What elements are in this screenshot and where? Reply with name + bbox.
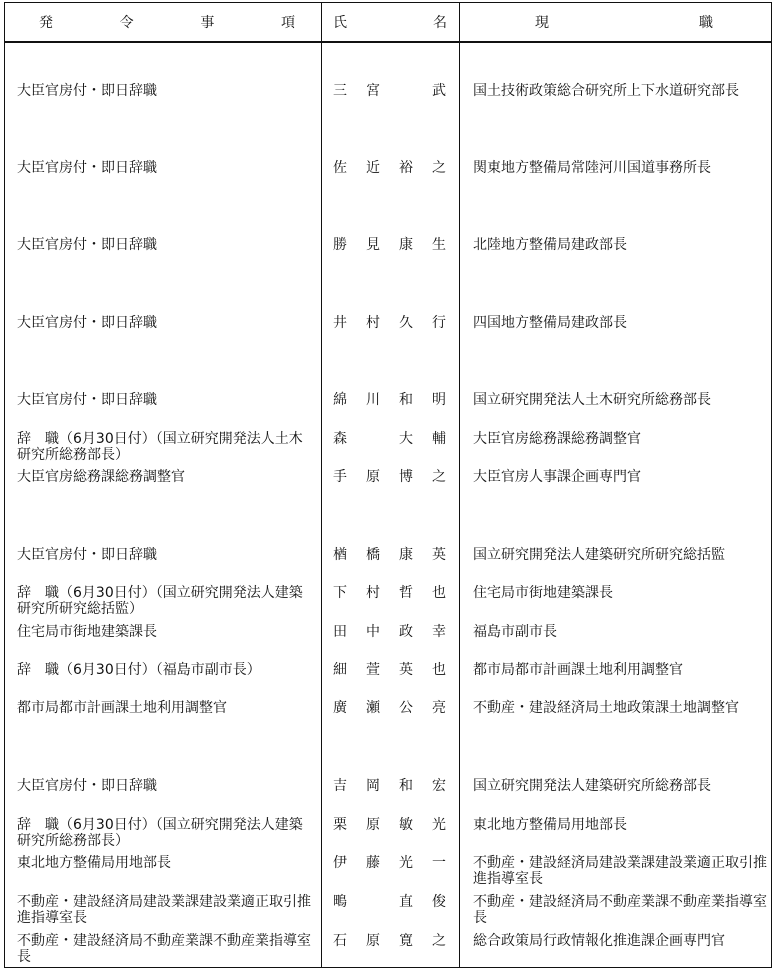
name-char: 敏 (399, 817, 413, 833)
name-char: 直 (399, 894, 413, 910)
current-post-cell: 国土技術政策総合研究所上下水道研究部長 (473, 83, 739, 99)
name-char: 楢 (333, 547, 347, 563)
name-cell (333, 547, 446, 563)
name-cell (333, 431, 446, 447)
name-char: 森 (333, 431, 347, 447)
name-char: 也 (432, 585, 446, 601)
name-char: 之 (432, 160, 446, 176)
name-char: 和 (399, 778, 413, 794)
header-char: 現 (535, 15, 549, 31)
matter-cell: 辞 職（6月30日付）（国立研究開発法人建築研究所研究総括監） (17, 585, 303, 617)
personnel-table (4, 2, 772, 968)
header-char: 氏 (333, 15, 347, 31)
name-char: 中 (366, 624, 380, 640)
name-char: 一 (432, 855, 446, 871)
current-post-cell: 北陸地方整備局建政部長 (473, 237, 627, 253)
current-post-cell: 東北地方整備局用地部長 (473, 817, 627, 833)
header-divider (5, 41, 771, 43)
current-post-cell: 都市局都市計画課土地利用調整官 (473, 662, 683, 678)
current-post-cell: 四国地方整備局建政部長 (473, 315, 627, 331)
name-char: 藤 (366, 855, 380, 871)
name-char: 村 (366, 585, 380, 601)
name-char: 橋 (366, 547, 380, 563)
name-cell (333, 662, 446, 678)
name-cell (333, 237, 446, 253)
name-cell (333, 855, 446, 871)
name-char: 瀬 (366, 700, 380, 716)
name-char: 岡 (366, 778, 380, 794)
name-char: 生 (432, 237, 446, 253)
header-char: 職 (699, 15, 713, 31)
name-char: 原 (366, 817, 380, 833)
name-char: 萱 (366, 662, 380, 678)
name-char: 博 (399, 469, 413, 485)
name-char: 綿 (333, 392, 347, 408)
header-current-post (535, 12, 713, 34)
name-char: 手 (333, 469, 347, 485)
current-post-cell: 不動産・建設経済局建設業課建設業適正取引推進指導室長 (473, 855, 767, 887)
name-char (366, 894, 380, 910)
name-char: 原 (366, 933, 380, 949)
name-char: 勝 (333, 237, 347, 253)
name-cell (333, 160, 446, 176)
name-char: 久 (399, 315, 413, 331)
name-char: 也 (432, 662, 446, 678)
name-char: 吉 (333, 778, 347, 794)
name-char: 光 (399, 855, 413, 871)
name-cell (333, 469, 446, 485)
matter-cell: 辞 職（6月30日付）（福島市副市長） (17, 662, 261, 678)
matter-cell: 不動産・建設経済局不動産業課不動産業指導室長 (17, 933, 311, 965)
name-cell (333, 624, 446, 640)
name-char: 光 (432, 817, 446, 833)
name-char: 細 (333, 662, 347, 678)
name-char: 裕 (399, 160, 413, 176)
column-divider-2 (459, 3, 460, 967)
matter-cell: 大臣官房付・即日辞職 (17, 392, 157, 408)
name-char: 和 (399, 392, 413, 408)
matter-cell: 大臣官房付・即日辞職 (17, 315, 157, 331)
name-char: 英 (399, 662, 413, 678)
matter-cell: 大臣官房付・即日辞職 (17, 778, 157, 794)
name-char: 之 (432, 469, 446, 485)
header-name (333, 12, 447, 34)
matter-cell: 都市局都市計画課土地利用調整官 (17, 700, 227, 716)
matter-cell: 大臣官房付・即日辞職 (17, 83, 157, 99)
matter-cell: 大臣官房付・即日辞職 (17, 547, 157, 563)
matter-cell: 住宅局市街地建築課長 (17, 624, 157, 640)
name-char: 伊 (333, 855, 347, 871)
current-post-cell: 国立研究開発法人建築研究所総務部長 (473, 778, 711, 794)
current-post-cell: 住宅局市街地建築課長 (473, 585, 613, 601)
current-post-cell: 関東地方整備局常陸河川国道事務所長 (473, 160, 711, 176)
name-char: 大 (399, 431, 413, 447)
header-char: 発 (39, 15, 53, 31)
name-cell (333, 392, 446, 408)
name-char: 幸 (432, 624, 446, 640)
current-post-cell: 総合政策局行政情報化推進課企画専門官 (473, 933, 725, 949)
header-matter (39, 12, 295, 34)
name-char: 康 (399, 237, 413, 253)
name-char: 村 (366, 315, 380, 331)
name-char: 明 (432, 392, 446, 408)
name-char: 政 (399, 624, 413, 640)
name-char: 宮 (366, 83, 380, 99)
name-char: 見 (366, 237, 380, 253)
name-char: 鴫 (333, 894, 347, 910)
name-char: 康 (399, 547, 413, 563)
name-char: 武 (432, 83, 446, 99)
name-cell (333, 933, 446, 949)
name-char: 三 (333, 83, 347, 99)
header-char: 名 (433, 15, 447, 31)
name-char: 亮 (432, 700, 446, 716)
name-char: 原 (366, 469, 380, 485)
name-char: 田 (333, 624, 347, 640)
name-char: 廣 (333, 700, 347, 716)
name-char: 井 (333, 315, 347, 331)
name-char (366, 431, 380, 447)
name-char: 石 (333, 933, 347, 949)
matter-cell: 東北地方整備局用地部長 (17, 855, 171, 871)
matter-cell: 不動産・建設経済局建設業課建設業適正取引推進指導室長 (17, 894, 311, 926)
name-char: 近 (366, 160, 380, 176)
header-char: 項 (280, 15, 295, 31)
name-char (399, 83, 413, 99)
name-cell (333, 817, 446, 833)
name-char: 寛 (399, 933, 413, 949)
current-post-cell: 国立研究開発法人土木研究所総務部長 (473, 392, 711, 408)
name-char: 川 (366, 392, 380, 408)
current-post-cell: 国立研究開発法人建築研究所研究総括監 (473, 547, 725, 563)
header-char: 令 (119, 15, 134, 31)
name-char: 輔 (432, 431, 446, 447)
current-post-cell: 不動産・建設経済局土地政策課土地調整官 (473, 700, 739, 716)
header-char: 事 (200, 15, 215, 31)
name-cell (333, 778, 446, 794)
name-char: 佐 (333, 160, 347, 176)
name-char: 俊 (432, 894, 446, 910)
name-char: 之 (432, 933, 446, 949)
current-post-cell: 大臣官房人事課企画専門官 (473, 469, 641, 485)
current-post-cell: 福島市副市長 (473, 624, 557, 640)
name-char: 公 (399, 700, 413, 716)
name-char: 宏 (432, 778, 446, 794)
name-char: 行 (432, 315, 446, 331)
name-cell (333, 315, 446, 331)
name-cell (333, 700, 446, 716)
current-post-cell: 不動産・建設経済局不動産業課不動産業指導室長 (473, 894, 767, 926)
name-char: 哲 (399, 585, 413, 601)
name-cell (333, 585, 446, 601)
name-cell (333, 83, 446, 99)
name-char: 英 (432, 547, 446, 563)
matter-cell: 大臣官房付・即日辞職 (17, 237, 157, 253)
column-divider-1 (321, 3, 322, 967)
matter-cell: 辞 職（6月30日付）（国立研究開発法人建築研究所総務部長） (17, 817, 303, 849)
name-cell (333, 894, 446, 910)
name-char: 下 (333, 585, 347, 601)
name-char: 栗 (333, 817, 347, 833)
matter-cell: 大臣官房総務課総務調整官 (17, 469, 185, 485)
current-post-cell: 大臣官房総務課総務調整官 (473, 431, 641, 447)
matter-cell: 大臣官房付・即日辞職 (17, 160, 157, 176)
matter-cell: 辞 職（6月30日付）（国立研究開発法人土木研究所総務部長） (17, 431, 303, 463)
